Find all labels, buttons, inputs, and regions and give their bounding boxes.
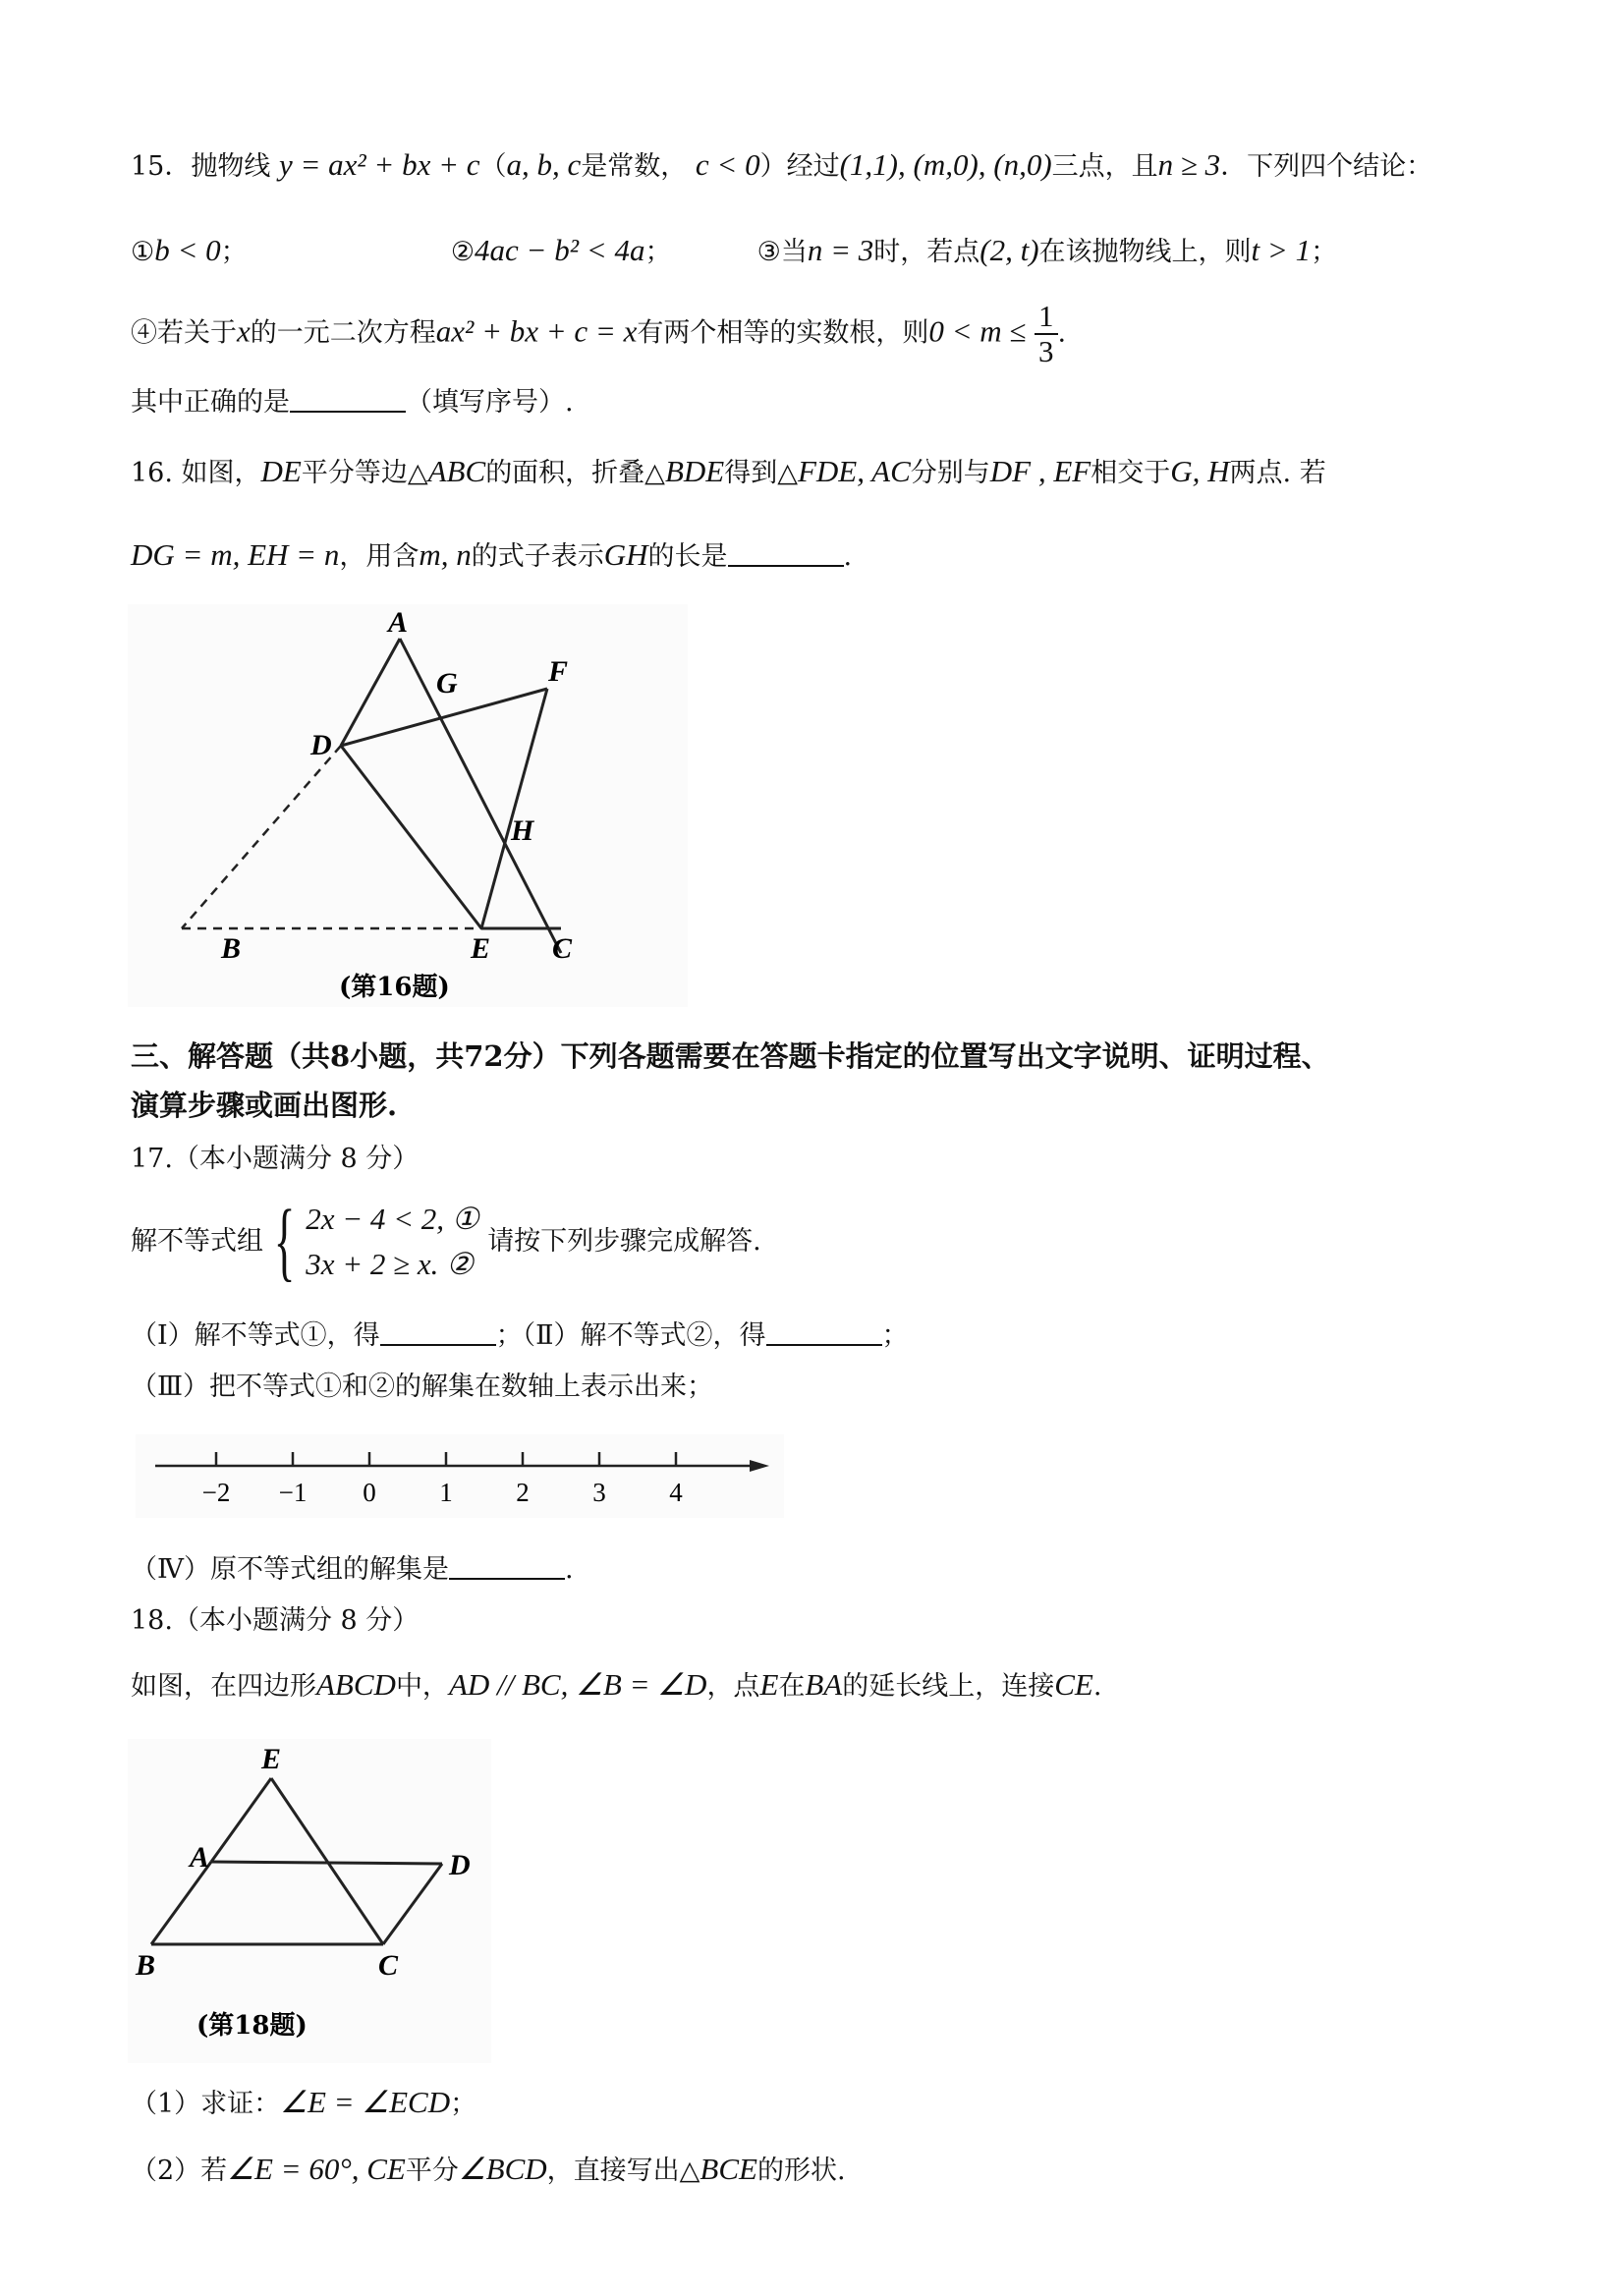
q17-step1-2: （Ⅰ）解不等式①，得 ；（Ⅱ）解不等式②，得 ； <box>131 1316 909 1356</box>
label-A: A <box>388 606 409 639</box>
axis-tick-label: 1 <box>439 1478 453 1507</box>
figure-q16 <box>128 604 688 1007</box>
q15-line1: 15．抛物线 y = ax² + bx + c（a, b, c是常数， c < 0）经过(1,1), (m,0), (n,0)三点，且n ≥ 3．下列四个结论： <box>131 147 1433 182</box>
segment-AC <box>400 639 561 953</box>
segment-DB-dashed <box>182 746 341 928</box>
axis-tick-label: 4 <box>669 1478 683 1507</box>
answer-blank[interactable] <box>290 383 406 413</box>
segment-FE <box>481 689 547 928</box>
q16-line1: 16. 如图，DE平分等边△ABC的面积，折叠△BDE得到△FDE, AC分别与DF , EF相交于G, H两点. 若 <box>131 454 1326 488</box>
q17-step3: （Ⅲ）把不等式①和②的解集在数轴上表示出来； <box>131 1372 714 1402</box>
label-C: C <box>378 1949 399 1982</box>
segment-DE <box>341 746 481 928</box>
q18-part1: （1）求证：∠E = ∠ECD； <box>131 2085 477 2119</box>
q17-header: 17.（本小题满分 8 分） <box>131 1144 420 1174</box>
section3-heading: 三、解答题（共8小题，共72分）下列各题需要在答题卡指定的位置写出文字说明、证明过程、 <box>131 1039 1330 1073</box>
q18-header: 18.（本小题满分 8 分） <box>131 1605 420 1636</box>
brace-icon: { <box>273 1193 296 1290</box>
figure-caption: (第18题) <box>196 2011 308 2041</box>
answer-blank[interactable] <box>766 1316 882 1346</box>
segment-AB <box>151 1862 211 1944</box>
q17-step4: （Ⅳ）原不等式组的解集是 . <box>131 1550 574 1590</box>
label-B: B <box>221 932 242 965</box>
segment-AD <box>211 1862 442 1864</box>
q18-statement: 如图，在四边形ABCD中，AD // BC, ∠B = ∠D，点E在BA的延长线上，连接CE. <box>131 1667 1102 1702</box>
axis-tick-label: 0 <box>363 1478 376 1507</box>
label-D: D <box>310 729 332 761</box>
label-H: H <box>511 814 534 847</box>
axis-tick-label: 3 <box>592 1478 606 1507</box>
label-E: E <box>471 932 491 965</box>
arrow-icon <box>750 1460 769 1472</box>
q15-conclusion4: ④若关于x的一元二次方程ax² + bx + c = x有两个相等的实数根，则0 < m ≤ $\frac{1}{3}$ . <box>131 299 1067 368</box>
q17-system: 解不等式组 { 2x − 4 < 2, ① 3x + 2 ≥ x. ② 请按下列步骤完成解答. <box>131 1193 761 1290</box>
answer-blank[interactable] <box>380 1316 496 1346</box>
q16-line2: DG = m, EH = n，用含m, n的式子表示GH的长是 . <box>131 537 853 572</box>
segment-EA <box>211 1778 271 1862</box>
quadrilateral-diagram <box>128 1739 491 2063</box>
triangle-fold-diagram <box>128 604 688 1007</box>
figure-q18 <box>128 1739 491 2063</box>
label-D: D <box>449 1849 471 1881</box>
q15-conclusions: ①b < 0； ②4ac − b² < 4a； ③当n = 3时，若点(2, t)在该抛物线上，则t > 1； <box>131 233 1338 267</box>
section3-heading-line2: 演算步骤或画出图形. <box>131 1089 398 1122</box>
answer-blank[interactable] <box>728 537 844 567</box>
label-F: F <box>548 655 569 688</box>
axis-tick-label: −2 <box>201 1478 231 1507</box>
label-G: G <box>436 667 458 700</box>
q18-part2: （2）若∠E = 60°, CE平分∠BCD，直接写出△BCE的形状. <box>131 2152 846 2186</box>
axis-tick-label: −1 <box>278 1478 308 1507</box>
label-E: E <box>261 1743 282 1775</box>
label-A: A <box>190 1841 210 1874</box>
number-line <box>136 1434 784 1518</box>
segment-AD <box>341 639 400 746</box>
label-B: B <box>136 1949 156 1982</box>
axis-tick-label: 2 <box>516 1478 530 1507</box>
label-C: C <box>552 932 573 965</box>
figure-caption: (第16题) <box>339 973 450 1002</box>
q15-answer: 其中正确的是 （填写序号）. <box>131 383 574 422</box>
answer-blank[interactable] <box>449 1550 565 1580</box>
fraction-one-third: $\frac{1}{3}$ <box>1035 300 1058 368</box>
segment-DC <box>383 1864 442 1944</box>
